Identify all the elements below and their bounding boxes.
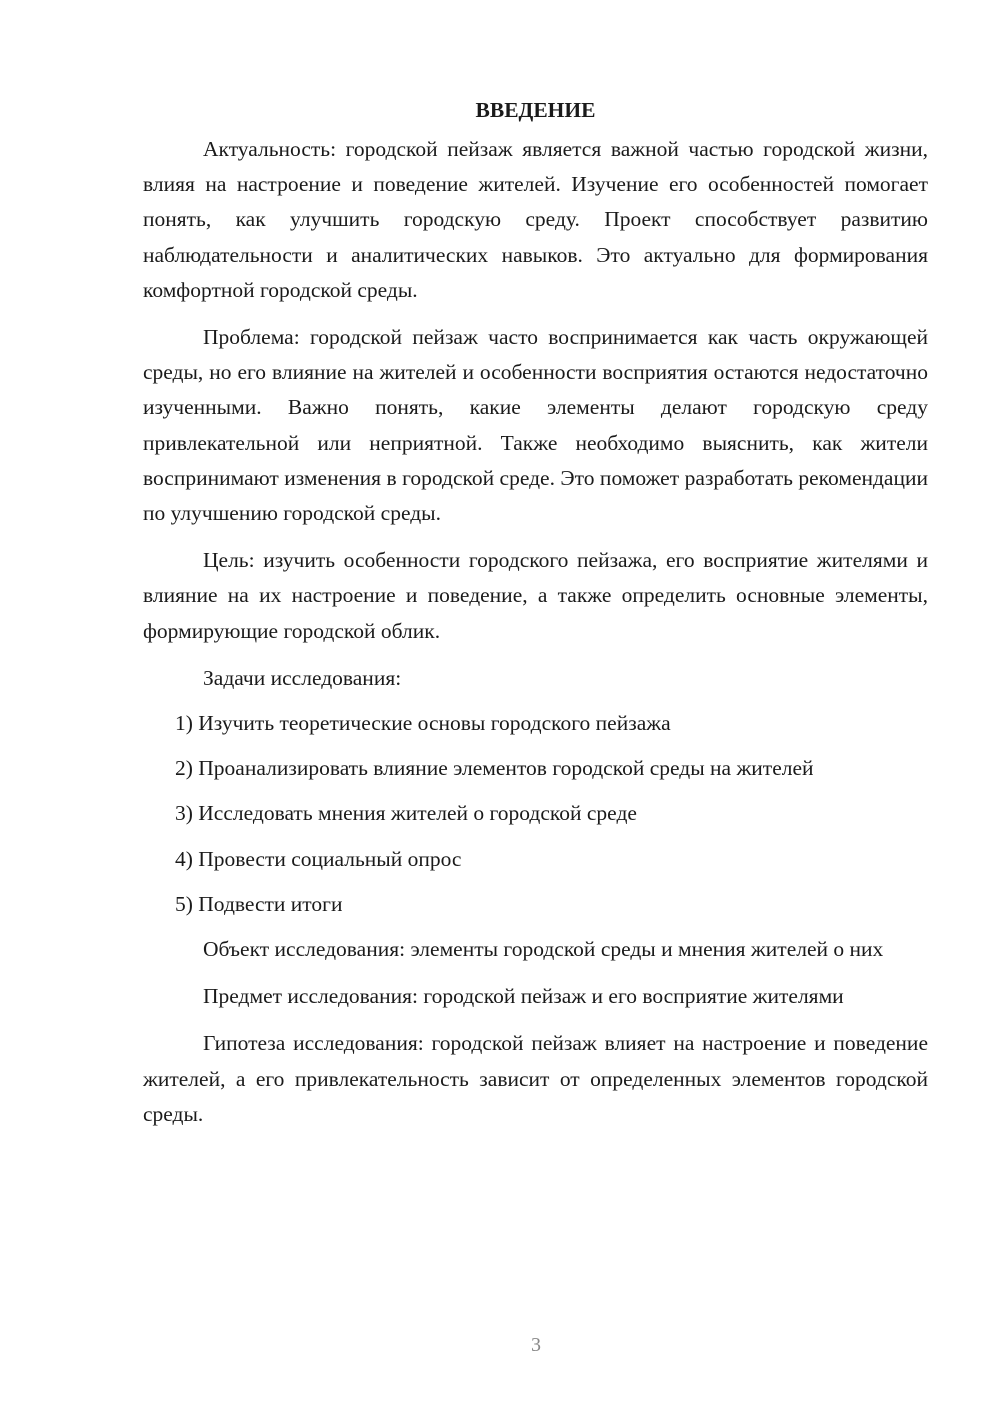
problem-paragraph: Проблема: городской пейзаж часто воспринимается как часть окружающей среды, но его влияние на жителей и особенности восприятия остаются недостаточно изученными. Важно понять, какие элементы делают городскую среду привлекательной или неприятной. Также необходимо выяснить, как жители воспринимают изменения в городской среде. Это поможет разработать рекомендации по улучшению городской среды. — [143, 325, 928, 526]
task-item: 2) Проанализировать влияние элементов городской среды на жителей — [175, 756, 814, 781]
subject-paragraph: Предмет исследования: городской пейзаж и его восприятие жителями — [203, 984, 844, 1009]
object-paragraph: Объект исследования: элементы городской среды и мнения жителей о них — [203, 937, 884, 962]
task-item: 1) Изучить теоретические основы городского пейзажа — [175, 711, 671, 736]
hypothesis-paragraph: Гипотеза исследования: городской пейзаж влияет на настроение и поведение жителей, а его привлекательность зависит от определенных элементов городской среды. — [143, 1031, 928, 1126]
tasks-heading: Задачи исследования: — [203, 665, 402, 690]
task-item: 4) Провести социальный опрос — [175, 846, 462, 871]
page-number: 3 — [531, 1334, 541, 1356]
relevance-paragraph: Актуальность: городской пейзаж является важной частью городской жизни, влияя на настроение и поведение жителей. Изучение его особенностей помогает понять, как улучшить городскую среду. Проект способствует развитию наблюдательности и аналитических навыков. Это актуально для формирования комфортной городской среды. — [143, 137, 928, 302]
document-page — [143, 92, 928, 1132]
goal-paragraph: Цель: изучить особенности городского пейзажа, его восприятие жителями и влияние на их настроение и поведение, а также определить основные элементы, формирующие городской облик. — [143, 548, 928, 643]
tasks-list — [143, 706, 928, 922]
task-item: 3) Исследовать мнения жителей о городской среде — [175, 801, 637, 826]
section-title: ВВЕДЕНИЕ — [475, 98, 596, 122]
task-item: 5) Подвести итоги — [175, 891, 343, 916]
